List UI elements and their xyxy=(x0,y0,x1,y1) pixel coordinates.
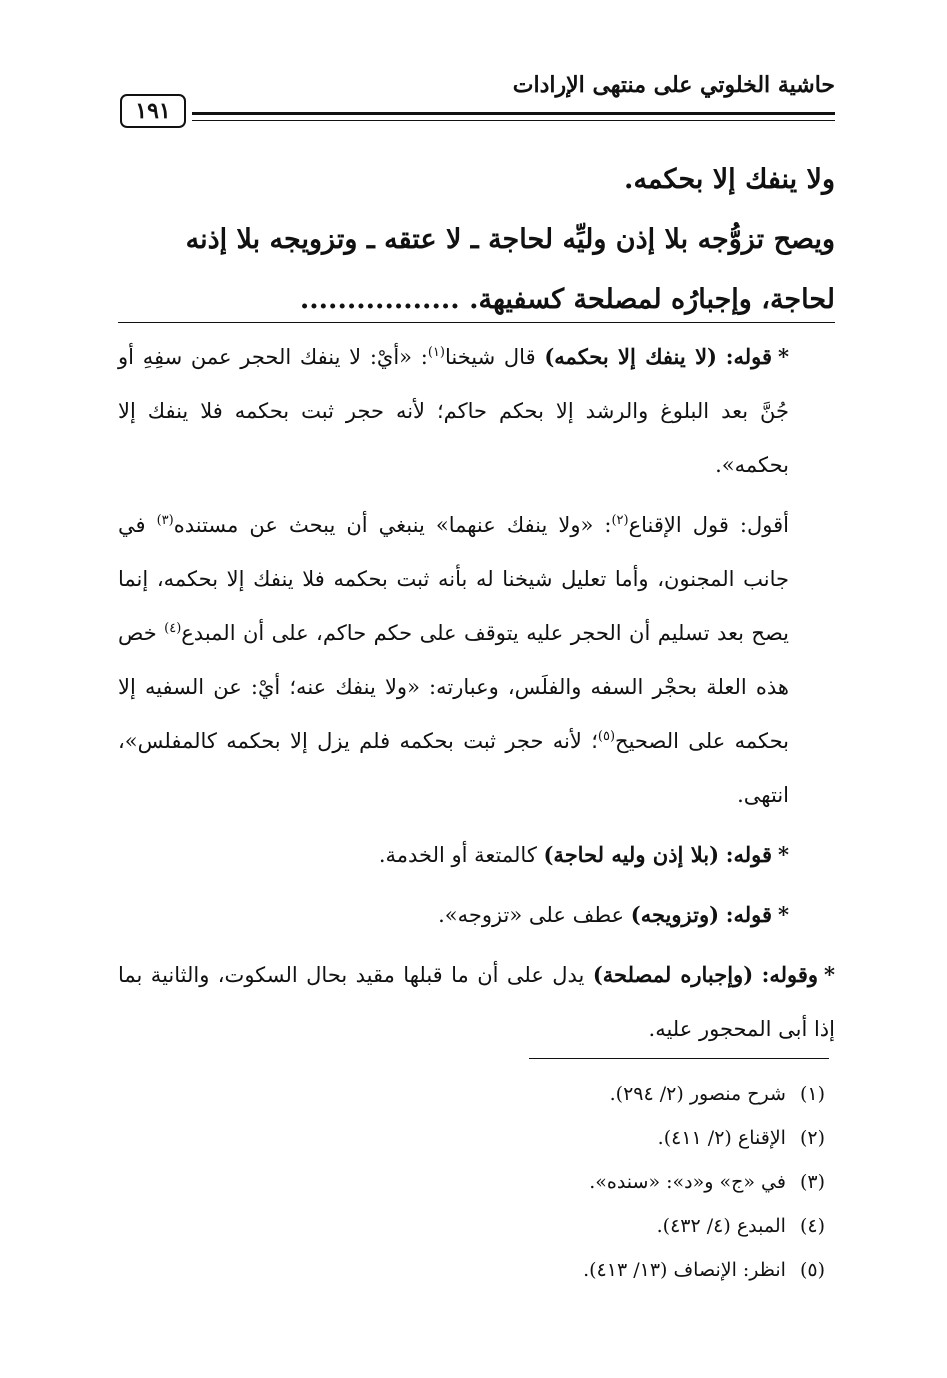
footnote-text: شرح منصور (٢/ ٢٩٤). xyxy=(609,1083,786,1105)
star-marker: * xyxy=(778,344,790,369)
footnote-number: (٥) xyxy=(799,1259,825,1281)
commentary-quote: (لا ينفك إلا بحكمه) xyxy=(544,344,717,369)
commentary-text: في جانب المجنون، وأما تعليل شيخنا له بأنه ثبت بحكمه فلا ينفك إلا بحكمه، إنما يصح بعد تسليم أن الحجر عليه يتوقف على حكم حاكم، على أن المبدع xyxy=(118,513,790,645)
commentary-text: قال شيخنا xyxy=(444,345,536,369)
text-separator-rule xyxy=(118,322,835,323)
star-marker: * xyxy=(824,962,835,987)
commentary-lead: قوله: xyxy=(725,842,773,867)
commentary-text: كالمتعة أو الخدمة. xyxy=(378,843,537,867)
matn-dots: ................. xyxy=(299,284,460,315)
commentary xyxy=(118,330,835,1056)
footnote-ref: (١) xyxy=(427,345,445,360)
footnote-number: (١) xyxy=(799,1083,825,1105)
star-marker: * xyxy=(778,842,789,867)
footnote-ref: (٣) xyxy=(156,513,174,528)
matn-line-1: ولا ينفك إلا بحكمه. xyxy=(624,164,835,195)
commentary-paragraph-5 xyxy=(118,948,835,1056)
footnote-number: (٤) xyxy=(799,1215,825,1237)
matn-line-3 xyxy=(118,270,835,330)
commentary-text: : «ولا ينفك عنهما» ينبغي أن يبحث عن مستنده xyxy=(173,513,612,537)
footnote-rule xyxy=(529,1058,829,1059)
commentary-paragraph-3 xyxy=(118,828,835,882)
commentary-paragraph-4 xyxy=(118,888,835,942)
footnote-ref: (٢) xyxy=(611,513,629,528)
commentary-lead: قوله: xyxy=(725,902,773,927)
footnote-item xyxy=(405,1204,825,1248)
matn-line-3-text: لحاجة، وإجبارُه لمصلحة كسفيهة. xyxy=(469,284,835,315)
running-title: حاشية الخلوتي على منتهى الإرادات xyxy=(512,72,835,98)
commentary-text: ؛ لأنه حجر ثبت بحكمه فلم يزل إلا بحكمه كالمفلس»، انتهى. xyxy=(118,729,789,807)
commentary-quote: (وإجباره لمصلحة) xyxy=(592,962,754,987)
commentary-quote: (وتزويجه) xyxy=(630,902,720,927)
commentary-text: يدل على أن ما قبلها مقيد بحال السكوت، والثانية بما إذا أبى المحجور عليه. xyxy=(118,963,835,1041)
footnote-text: المبدع (٤/ ٤٣٢). xyxy=(656,1215,786,1237)
commentary-quote: (بلا إذن وليه لحاجة) xyxy=(543,842,720,867)
commentary-lead: قوله: xyxy=(725,344,773,369)
commentary-paragraph-1 xyxy=(118,330,835,492)
main-text xyxy=(118,150,835,330)
footnote-text: انظر: الإنصاف (١٣/ ٤١٣). xyxy=(583,1259,786,1281)
footnote-item xyxy=(405,1160,825,1204)
footnote-number: (٢) xyxy=(799,1127,825,1149)
footnotes xyxy=(405,1072,825,1292)
header-rule xyxy=(192,112,835,121)
footnote-item xyxy=(405,1072,825,1116)
page-header xyxy=(120,72,835,132)
commentary-text: : «أيْ: لا ينفك الحجر عمن سفِهِ أو جُنَّ بعد البلوغ والرشد إلا بحكم حاكم؛ لأنه حجر ثبت بحكمه فلا ينفك إلا بحكمه». xyxy=(118,345,789,477)
commentary-text: خص هذه العلة بحجْر السفه والفلَس، وعبارته: «ولا ينفك عنه؛ أيْ: عن السفيه إلا بحكمه على الصحيح xyxy=(118,621,789,753)
footnote-item xyxy=(405,1248,825,1292)
page-number-box: ١٩١ xyxy=(120,94,186,128)
matn-line-2: ويصح تزوُّجه بلا إذن وليِّه لحاجة ـ لا عتقه ـ وتزويجه بلا إذنه xyxy=(185,224,835,255)
footnote-number: (٣) xyxy=(799,1171,825,1193)
commentary-lead: وقوله: xyxy=(761,962,819,987)
footnote-item xyxy=(405,1116,825,1160)
footnote-ref: (٤) xyxy=(164,621,182,636)
commentary-text: عطف على «تزوجه». xyxy=(438,903,625,927)
commentary-paragraph-2 xyxy=(118,498,835,822)
commentary-text: أقول: قول الإقناع xyxy=(628,513,789,537)
footnote-text: الإقناع (٢/ ٤١١). xyxy=(657,1127,786,1149)
footnote-ref: (٥) xyxy=(597,729,616,744)
star-marker: * xyxy=(778,902,789,927)
footnote-text: في «ج» و«د»: «سنده». xyxy=(589,1171,786,1193)
